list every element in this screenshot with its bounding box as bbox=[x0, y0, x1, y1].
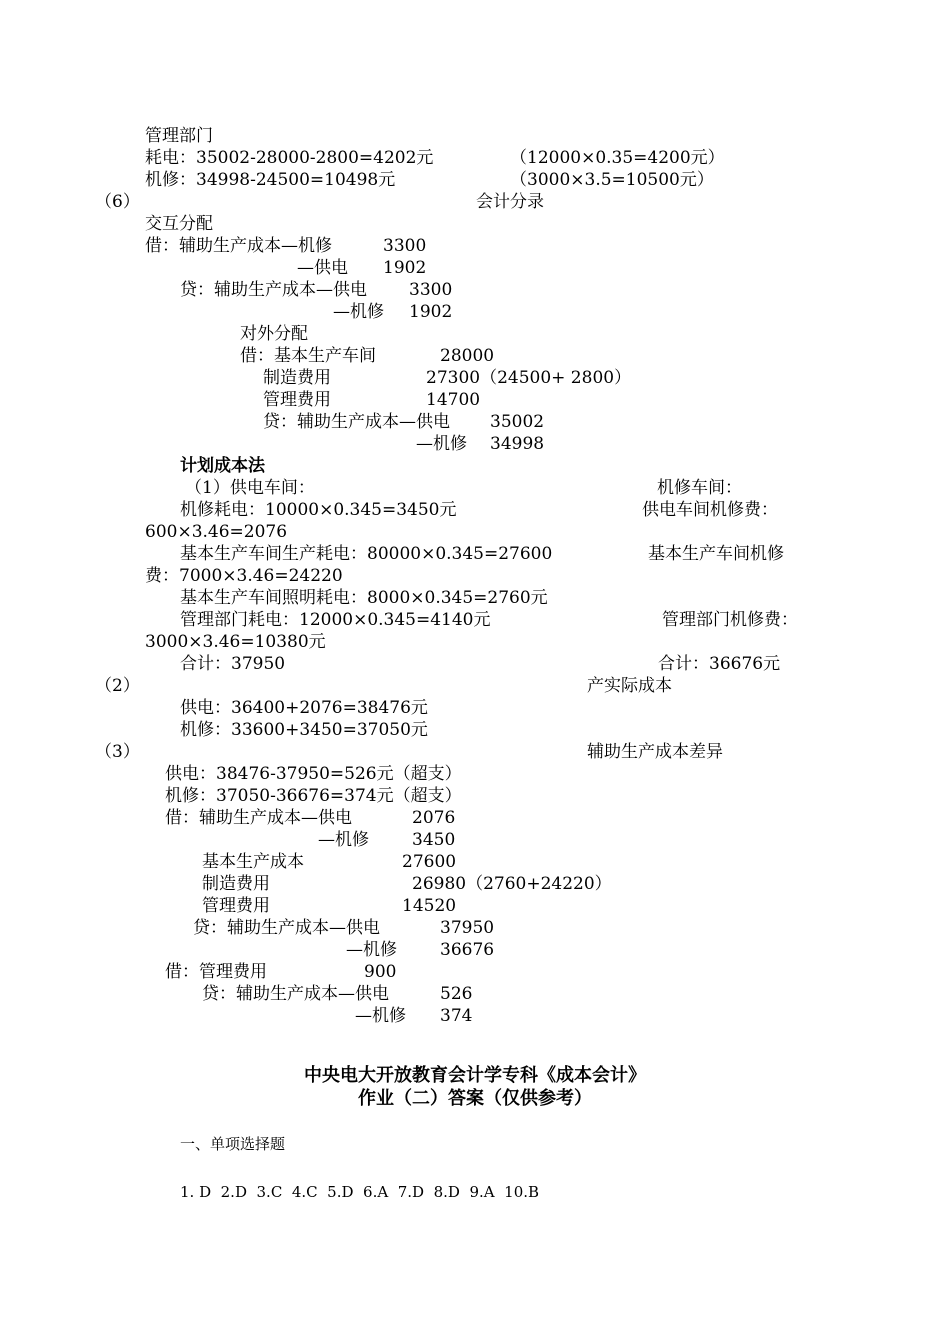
journal-amount: 2076 bbox=[412, 808, 456, 828]
journal-amount: 27300（24500+ 2800） bbox=[426, 368, 632, 388]
journal-entry-line: —机修 bbox=[333, 302, 384, 322]
item-number: （6） bbox=[95, 192, 140, 212]
text-line: 机修：33600+3450=37050元 bbox=[180, 720, 428, 740]
text-line: 机修耗电：10000×0.345=3450元 bbox=[180, 500, 457, 520]
text-line: 机修：34998-24500=10498元 bbox=[145, 170, 396, 190]
document-subtitle: 作业（二）答案（仅供参考） bbox=[358, 1088, 592, 1109]
journal-entry-line: 管理费用 bbox=[202, 896, 270, 916]
journal-entry-line: 贷：辅助生产成本—供电 bbox=[202, 984, 389, 1004]
text-line: 机修车间： bbox=[657, 478, 742, 498]
text-line: 供电：38476-37950=526元（超支） bbox=[165, 764, 462, 784]
journal-amount: 14700 bbox=[426, 390, 481, 410]
text-line: 管理部门机修费： bbox=[662, 610, 798, 630]
journal-entry-line: —供电 bbox=[297, 258, 348, 278]
journal-amount: 3300 bbox=[383, 236, 427, 256]
section-heading: 产实际成本 bbox=[587, 676, 672, 696]
section-heading: 一、单项选择题 bbox=[180, 1135, 286, 1153]
journal-entry-line: 贷：辅助生产成本—供电 bbox=[193, 918, 380, 938]
text-line: 基本生产车间生产耗电：80000×0.345=27600 bbox=[180, 544, 553, 564]
text-line: 交互分配 bbox=[145, 214, 213, 234]
text-line: 基本生产车间照明耗电：8000×0.345=2760元 bbox=[180, 588, 548, 608]
journal-amount: 26980（2760+24220） bbox=[412, 874, 612, 894]
journal-amount: 36676 bbox=[440, 940, 495, 960]
journal-amount: 3300 bbox=[409, 280, 453, 300]
journal-amount: 1902 bbox=[409, 302, 453, 322]
journal-entry-line: 借：辅助生产成本—机修 bbox=[145, 236, 332, 256]
text-line: 机修：37050-36676=374元（超支） bbox=[165, 786, 462, 806]
text-line: （1）供电车间： bbox=[185, 478, 315, 498]
journal-entry-line: 贷：辅助生产成本—供电 bbox=[180, 280, 367, 300]
journal-entry-line: —机修 bbox=[318, 830, 369, 850]
journal-amount: 526 bbox=[440, 984, 473, 1004]
journal-amount: 28000 bbox=[440, 346, 495, 366]
item-number: （3） bbox=[95, 742, 140, 762]
text-line: 费：7000×3.46=24220 bbox=[145, 566, 343, 586]
text-line: 3000×3.46=10380元 bbox=[145, 632, 326, 652]
text-line: 供电：36400+2076=38476元 bbox=[180, 698, 428, 718]
journal-amount: 374 bbox=[440, 1006, 473, 1026]
journal-entry-line: 制造费用 bbox=[202, 874, 270, 894]
journal-entry-line: 管理费用 bbox=[263, 390, 331, 410]
journal-entry-line: 制造费用 bbox=[263, 368, 331, 388]
journal-amount: 34998 bbox=[490, 434, 545, 454]
text-line: 管理部门 bbox=[145, 126, 213, 146]
text-line: 管理部门耗电：12000×0.345=4140元 bbox=[180, 610, 491, 630]
text-line: 合计：36676元 bbox=[658, 654, 781, 674]
text-line: 对外分配 bbox=[240, 324, 308, 344]
text-line: 600×3.46=2076 bbox=[145, 522, 288, 542]
section-heading: 辅助生产成本差异 bbox=[587, 742, 723, 762]
journal-entry-line: —机修 bbox=[416, 434, 467, 454]
journal-entry-line: —机修 bbox=[355, 1006, 406, 1026]
journal-entry-line: 基本生产成本 bbox=[202, 852, 304, 872]
document-title: 中央电大开放教育会计学专科《成本会计》 bbox=[304, 1065, 646, 1086]
journal-entry-line: 借：管理费用 bbox=[165, 962, 267, 982]
journal-amount: 14520 bbox=[402, 896, 457, 916]
section-heading: 计划成本法 bbox=[180, 456, 265, 476]
answer-list: 1. D 2.D 3.C 4.C 5.D 6.A 7.D 8.D 9.A 10.B bbox=[180, 1183, 540, 1201]
journal-entry-line: 贷：辅助生产成本—供电 bbox=[263, 412, 450, 432]
text-line: （3000×3.5=10500元） bbox=[510, 170, 714, 190]
section-heading: 会计分录 bbox=[476, 192, 544, 212]
journal-amount: 900 bbox=[364, 962, 397, 982]
journal-amount: 37950 bbox=[440, 918, 495, 938]
text-line: （12000×0.35=4200元） bbox=[510, 148, 725, 168]
journal-amount: 1902 bbox=[383, 258, 427, 278]
text-line: 供电车间机修费： bbox=[642, 500, 778, 520]
text-line: 基本生产车间机修 bbox=[648, 544, 784, 564]
item-number: （2） bbox=[95, 676, 140, 696]
journal-amount: 27600 bbox=[402, 852, 457, 872]
journal-entry-line: 借：基本生产车间 bbox=[240, 346, 376, 366]
journal-entry-line: —机修 bbox=[346, 940, 397, 960]
journal-amount: 35002 bbox=[490, 412, 545, 432]
journal-entry-line: 借：辅助生产成本—供电 bbox=[165, 808, 352, 828]
text-line: 耗电：35002-28000-2800=4202元 bbox=[145, 148, 434, 168]
journal-amount: 3450 bbox=[412, 830, 456, 850]
text-line: 合计：37950 bbox=[180, 654, 286, 674]
